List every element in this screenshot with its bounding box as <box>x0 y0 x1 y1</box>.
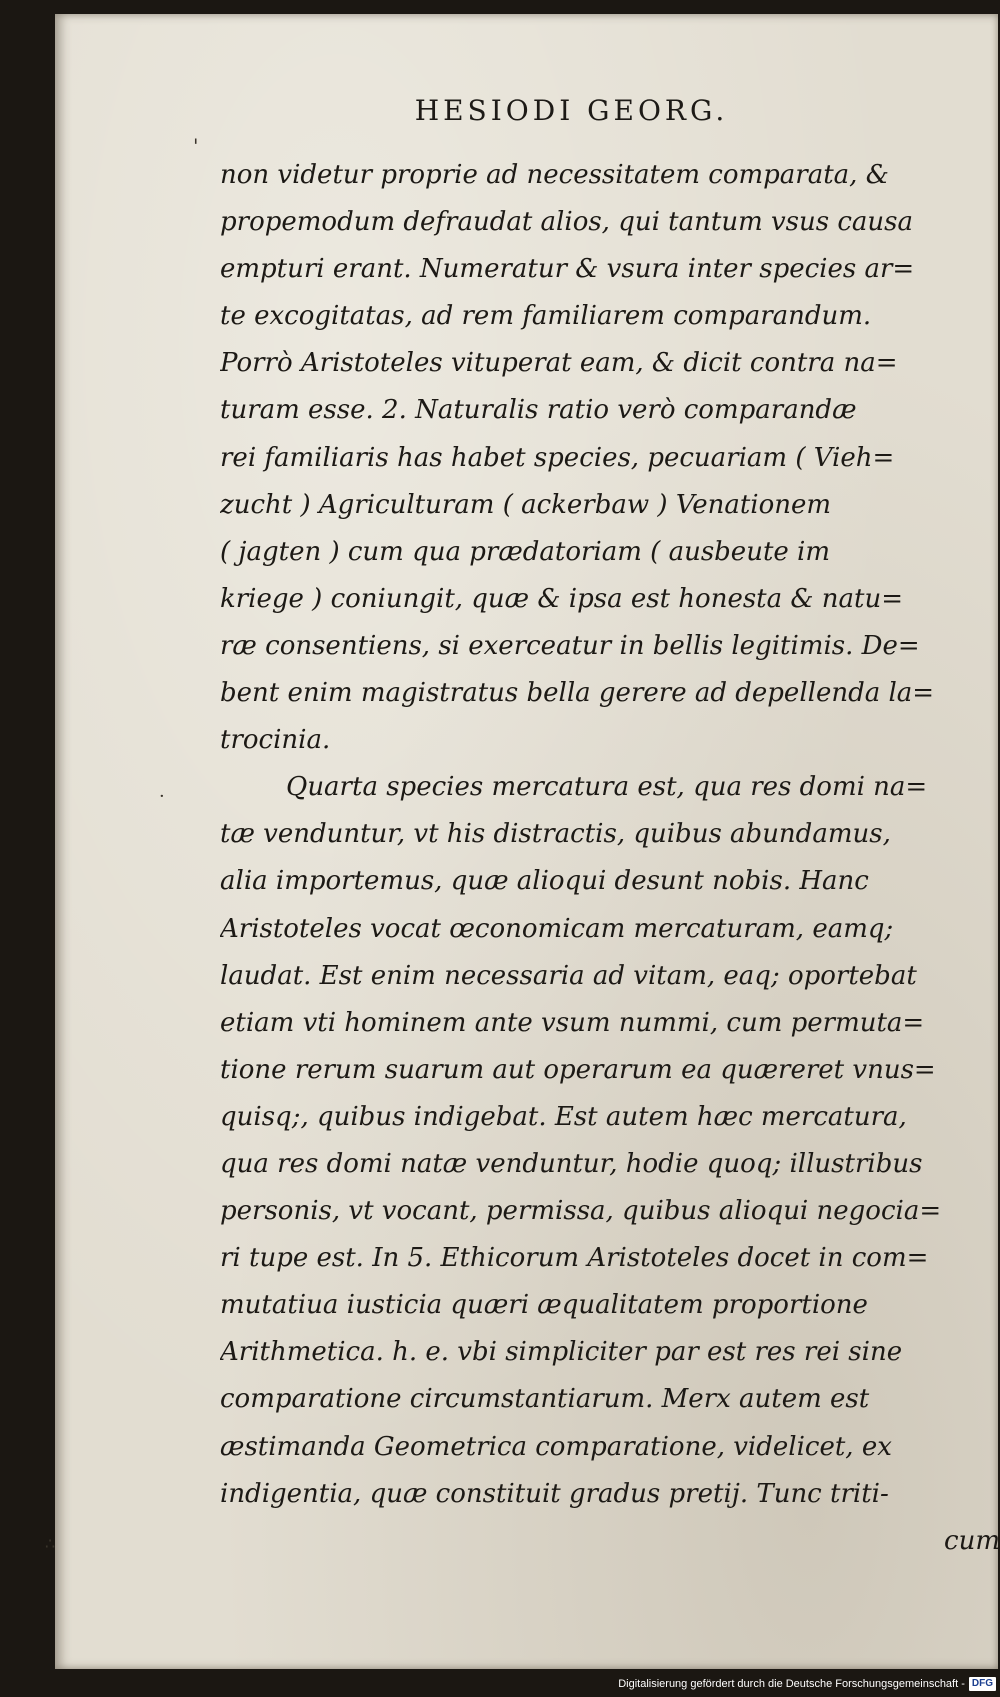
text-line: qua res domi natæ venduntur, hodie quoq; illustribus <box>220 1148 923 1179</box>
digitization-credit <box>618 1675 996 1693</box>
text-line: tione rerum suarum aut operarum ea quæreret vnus= <box>220 1054 936 1085</box>
text-line: Aristoteles vocat œconomicam mercaturam, eamq; <box>220 913 894 944</box>
text-line: tæ venduntur, vt his distractis, quibus abundamus, <box>220 819 891 850</box>
text-line: laudat. Est enim necessaria ad vitam, eaq; oportebat <box>220 960 917 991</box>
text-line: Quarta species mercatura est, qua res domi na= <box>286 772 928 803</box>
text-line: ( jagten ) cum qua prædatoriam ( ausbeute im <box>220 536 831 567</box>
text-line: zucht ) Agriculturam ( ackerbaw ) Venationem <box>220 489 832 520</box>
text-line: mutatiua iusticia quæri æqualitatem proportione <box>220 1290 868 1321</box>
text-line: ri tupe est. In 5. Ethicorum Aristoteles docet in com= <box>220 1243 929 1274</box>
text-line: alia importemus, quæ alioqui desunt nobis. Hanc <box>220 866 869 897</box>
text-line: propemodum defraudat alios, qui tantum vsus causa <box>220 207 914 238</box>
text-line: ræ consentiens, si exerceatur in bellis legitimis. De= <box>220 630 920 661</box>
text-line: non videtur proprie ad necessitatem comparata, & <box>220 160 889 190</box>
text-line: etiam vti hominem ante vsum nummi, cum permuta= <box>220 1007 925 1038</box>
catchword: cum <box>944 1525 1000 1556</box>
text-line: quisq;, quibus indigebat. Est autem hæc mercatura, <box>220 1101 907 1132</box>
margin-mark: ' <box>193 134 199 158</box>
credit-text: Digitalisierung gefördert durch die Deutsche Forschungsgemeinschaft - <box>618 1678 965 1690</box>
running-head: HESIODI GEORG. <box>414 94 729 127</box>
text-line: comparatione circumstantiarum. Merx autem est <box>220 1384 870 1415</box>
text-line: turam esse. 2. Naturalis ratio verò comparandæ <box>220 395 857 426</box>
text-line: indigentia, quæ constituit gradus pretij. Tunc triti- <box>220 1478 889 1509</box>
text-line: te excogitatas, ad rem familiarem comparandum. <box>220 301 872 332</box>
text-line: æstimanda Geometrica comparatione, videlicet, ex <box>220 1431 892 1462</box>
text-line: trocinia. <box>220 725 331 756</box>
margin-mark: · <box>159 786 165 807</box>
margin-mark: ∴ <box>45 1534 56 1553</box>
text-line: kriege ) coniungit, quæ & ipsa est honesta & natu= <box>220 583 904 614</box>
text-line: personis, vt vocant, permissa, quibus alioqui negocia= <box>220 1196 942 1227</box>
body-text <box>220 152 1000 1565</box>
book-page <box>45 14 1000 1669</box>
text-line: bent enim magistratus bella gerere ad depellenda la= <box>220 678 935 709</box>
dfg-logo-icon: DFG <box>969 1677 996 1691</box>
text-line: rei familiaris has habet species, pecuariam ( Vieh= <box>220 442 895 473</box>
text-line: empturi erant. Numeratur & vsura inter species ar= <box>220 254 915 285</box>
text-line: Porrò Aristoteles vituperat eam, & dicit contra na= <box>220 348 898 379</box>
text-line: Arithmetica. h. e. vbi simpliciter par est res rei sine <box>220 1337 903 1368</box>
